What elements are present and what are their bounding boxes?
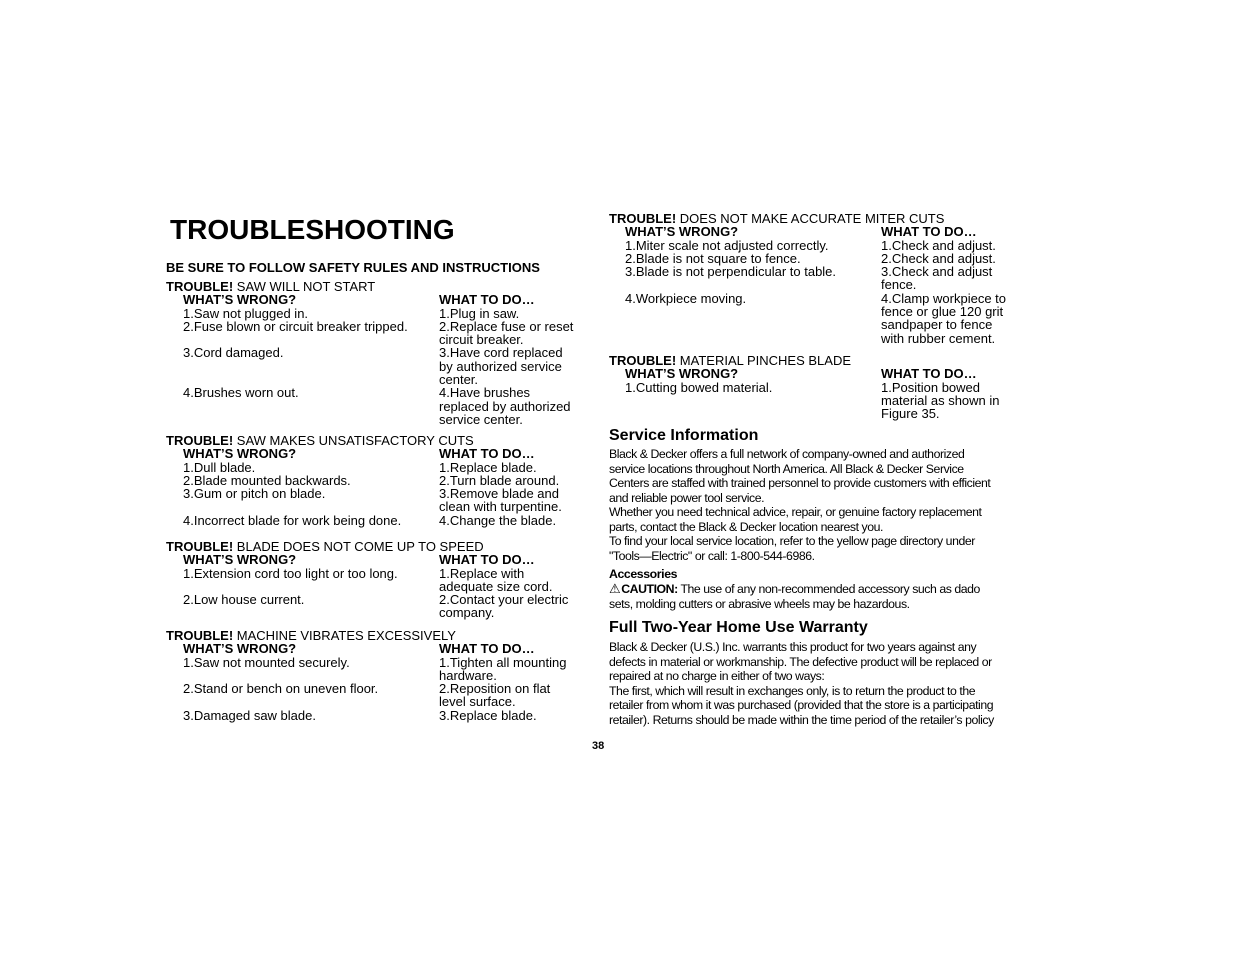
column-headers [166,642,566,655]
remedy-line: 2.Contact your electric [439,592,569,608]
remedy-line: sandpaper to fence [881,317,993,333]
trouble-row [609,265,1006,292]
remedy-line: 1.Plug in saw. [439,305,520,321]
trouble-section [166,280,573,426]
trouble-heading [166,280,573,293]
remedy-line: 2.Turn blade around. [439,472,560,488]
remedy-line: clean with turpentine. [439,499,562,515]
cause-text: 3.Blade is not perpendicular to table. [625,264,837,280]
whats-wrong-header: WHAT’S WRONG? [625,224,739,240]
remedy-line: level surface. [439,694,516,710]
remedy-text [881,252,996,265]
trouble-label: TROUBLE! [166,539,234,554]
cause-text: 2.Fuse blown or circuit breaker tripped. [183,318,408,334]
remedy-text [881,265,992,292]
paragraph-line: "Tools—Electric" or call: 1-800-544-6986. [609,548,815,563]
remedy-line: 1.Replace blade. [439,459,537,475]
paragraph-line: retailer from whom it was purchased (provided that the store is a participating [609,698,994,712]
what-to-do-header: WHAT TO DO… [439,552,535,568]
trouble-problem: SAW MAKES UNSATISFACTORY CUTS [236,433,474,448]
what-to-do-header: WHAT TO DO… [881,224,977,240]
page-title: TROUBLESHOOTING [170,214,455,245]
trouble-row [166,307,573,320]
cause-text: 1.Saw not plugged in. [183,305,309,321]
paragraph-line: parts, contact the Black & Decker location nearest you. [609,519,883,534]
remedy-line: 1.Check and adjust. [881,237,996,253]
service-text [609,447,1025,563]
trouble-label: TROUBLE! [609,211,677,226]
trouble-row [609,252,1006,265]
trouble-label: TROUBLE! [166,279,234,294]
trouble-row [166,461,562,474]
remedy-text [439,709,537,722]
safety-note: BE SURE TO FOLLOW SAFETY RULES AND INSTRUCTIONS [166,260,540,275]
remedy-line: Figure 35. [881,406,940,422]
trouble-section [609,354,1000,420]
remedy-line: 3.Replace blade. [439,707,537,723]
remedy-line: 3.Check and adjust [881,264,993,280]
trouble-row [609,381,1000,421]
remedy-line: fence or glue 120 grit [881,304,1004,320]
paragraph-line: Centers are staffed with trained personnel to provide customers with efficient [609,476,991,490]
column-headers [609,225,1006,238]
trouble-problem: DOES NOT MAKE ACCURATE MITER CUTS [679,211,945,226]
trouble-row [166,709,566,722]
trouble-heading [166,434,562,447]
trouble-problem: SAW WILL NOT START [236,279,376,294]
remedy-line: 1.Replace with [439,565,525,581]
remedy-text [439,474,559,487]
caution-label: CAUTION: [621,582,678,596]
remedy-line: by authorized service [439,358,562,374]
remedy-text [439,514,556,527]
remedy-line: with rubber cement. [881,330,996,346]
cause-text: 3.Gum or pitch on blade. [183,486,326,502]
trouble-heading [609,354,1000,367]
remedy-line: replaced by authorized [439,398,571,414]
page-number: 38 [592,740,605,752]
trouble-section [166,629,566,722]
trouble-row [166,487,562,514]
remedy-line: 4.Clamp workpiece to [881,290,1006,306]
warranty-heading: Full Two-Year Home Use Warranty [609,619,868,636]
remedy-text [881,239,996,252]
cause-text: 1.Extension cord too light or too long. [183,565,398,581]
trouble-label: TROUBLE! [609,353,677,368]
remedy-text [439,593,568,620]
remedy-text [439,682,550,709]
column-headers [166,293,573,306]
remedy-line: adequate size cord. [439,578,553,594]
what-to-do-header: WHAT TO DO… [881,366,977,382]
trouble-label: TROUBLE! [166,628,234,643]
cause-text: 2.Stand or bench on uneven floor. [183,681,379,697]
trouble-section [166,540,568,620]
trouble-row [166,682,566,709]
column-headers [166,447,562,460]
remedy-text [439,346,563,386]
cause-text: 2.Blade is not square to fence. [625,250,801,266]
trouble-row [166,320,573,347]
whats-wrong-header: WHAT’S WRONG? [183,552,297,568]
trouble-section [609,212,1006,345]
remedy-text [439,567,552,594]
caution-line: sets, molding cutters or abrasive wheels may be hazardous. [609,596,910,611]
what-to-do-header: WHAT TO DO… [439,446,535,462]
paragraph-line: Black & Decker offers a full network of company-owned and authorized [609,447,965,461]
remedy-line: 1.Tighten all mounting [439,654,567,670]
remedy-text [439,461,537,474]
trouble-label: TROUBLE! [166,433,234,448]
service-heading: Service Information [609,427,759,444]
remedy-text [439,320,573,347]
cause-text: 1.Miter scale not adjusted correctly. [625,237,829,253]
paragraph-line: repaired at no charge in either of two ways: [609,669,825,683]
paragraph-line: Black & Decker (U.S.) Inc. warrants this product for two years against any [609,640,977,654]
column-headers [166,553,568,566]
remedy-text [881,381,1000,421]
cause-text: 2.Low house current. [183,592,305,608]
remedy-text [881,292,1006,345]
trouble-heading [166,629,566,642]
what-to-do-header: WHAT TO DO… [439,292,535,308]
cause-text: 2.Blade mounted backwards. [183,472,351,488]
remedy-line: 2.Reposition on flat [439,681,551,697]
remedy-line: material as shown in [881,392,1000,408]
trouble-row [166,474,562,487]
remedy-line: fence. [881,277,917,293]
remedy-line: company. [439,605,495,621]
trouble-row [166,514,562,527]
cause-text: 1.Dull blade. [183,459,256,475]
paragraph-line: Whether you need technical advice, repair, or genuine factory replacement [609,505,982,519]
remedy-line: hardware. [439,667,497,683]
paragraph-line: The first, which will result in exchanges only, is to return the product to the [609,683,976,698]
remedy-text [439,386,571,426]
cause-text: 4.Incorrect blade for work being done. [183,512,402,528]
caution-text [609,582,1025,611]
remedy-text [439,656,566,683]
cause-text: 4.Brushes worn out. [183,385,299,401]
trouble-heading [166,540,568,553]
trouble-heading [609,212,1006,225]
paragraph-line: defects in material or workmanship. The defective product will be replaced or [609,654,992,669]
remedy-line: 2.Check and adjust. [881,250,996,266]
paragraph-line: and reliable power tool service. [609,490,765,505]
remedy-text [439,307,519,320]
trouble-row [166,593,568,620]
accessories-heading: Accessories [609,567,678,581]
trouble-row [609,239,1006,252]
remedy-line: 4.Change the blade. [439,512,557,528]
remedy-line: 3.Remove blade and [439,486,559,502]
warning-triangle-icon: ⚠ [609,581,621,596]
cause-text: 3.Cord damaged. [183,345,284,361]
what-to-do-header: WHAT TO DO… [439,641,535,657]
remedy-line: circuit breaker. [439,332,524,348]
remedy-line: 4.Have brushes [439,385,531,401]
whats-wrong-header: WHAT’S WRONG? [183,446,297,462]
trouble-problem: MATERIAL PINCHES BLADE [679,353,852,368]
remedy-line: 1.Position bowed [881,379,981,395]
caution-line: The use of any non-recommended accessory such as dado [680,582,980,596]
paragraph-line: To find your local service location, refer to the yellow page directory under [609,534,975,548]
cause-text: 3.Damaged saw blade. [183,707,316,723]
trouble-row [166,386,573,426]
remedy-line: service center. [439,411,523,427]
trouble-section [166,434,562,527]
trouble-row [609,292,1006,345]
warranty-text [609,640,1025,727]
column-headers [609,367,1000,380]
cause-text: 1.Cutting bowed material. [625,379,773,395]
whats-wrong-header: WHAT’S WRONG? [183,641,297,657]
whats-wrong-header: WHAT’S WRONG? [625,366,739,382]
trouble-row [166,346,573,386]
whats-wrong-header: WHAT’S WRONG? [183,292,297,308]
remedy-text [439,487,562,514]
trouble-row [166,567,568,594]
remedy-line: center. [439,372,479,388]
trouble-problem: BLADE DOES NOT COME UP TO SPEED [236,539,484,554]
cause-text: 1.Saw not mounted securely. [183,654,350,670]
paragraph-line: retailer). Returns should be made within the time period of the retailer’s policy [609,712,994,727]
trouble-problem: MACHINE VIBRATES EXCESSIVELY [236,628,456,643]
remedy-line: 3.Have cord replaced [439,345,563,361]
remedy-line: 2.Replace fuse or reset [439,318,574,334]
cause-text: 4.Workpiece moving. [625,290,747,306]
paragraph-line: service locations throughout North America. All Black & Decker Service [609,461,964,476]
trouble-row [166,656,566,683]
